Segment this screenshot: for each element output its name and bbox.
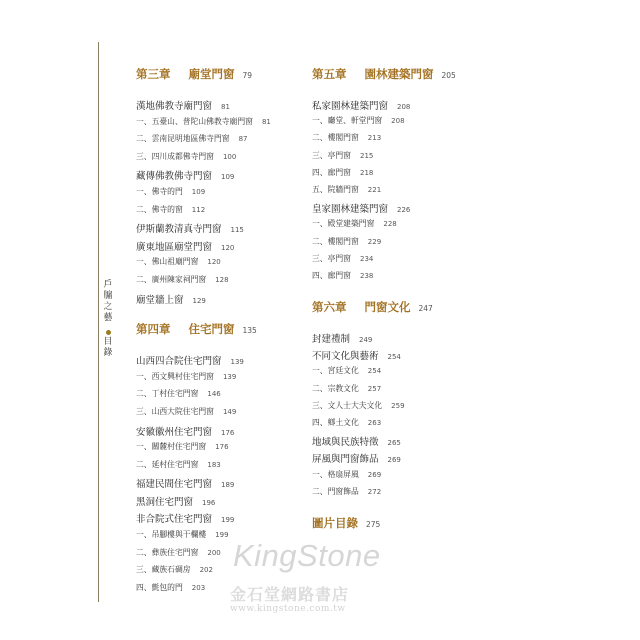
toc-entry bbox=[136, 98, 296, 116]
entry-page: 176 bbox=[215, 443, 229, 452]
entry-title: 二、延村住宅門窗 bbox=[136, 459, 199, 469]
chapter-gap bbox=[136, 309, 296, 321]
toc-subentry bbox=[136, 406, 296, 424]
chapter-title: 門窗文化 bbox=[364, 300, 411, 315]
entry-title: 非合院式住宅門窗 bbox=[136, 514, 213, 526]
chapter-page: 135 bbox=[242, 326, 257, 336]
entry-page: 254 bbox=[387, 353, 401, 362]
entry-page: 226 bbox=[397, 206, 411, 215]
entry-title: 福建民間住宅門窗 bbox=[136, 479, 213, 491]
entry-title: 屏風與門窗飾品 bbox=[312, 454, 379, 466]
toc-entry bbox=[136, 239, 296, 257]
entry-title: 三、四川成都佛寺門窗 bbox=[136, 151, 214, 161]
entry-page: 128 bbox=[215, 275, 229, 284]
chapter-number: 第六章 bbox=[312, 300, 347, 315]
toc-subentry bbox=[312, 270, 482, 287]
entry-page: 200 bbox=[207, 548, 221, 557]
entry-title: 二、丁村住宅門窗 bbox=[136, 389, 199, 399]
entry-page: 265 bbox=[387, 439, 401, 448]
chapter-gap bbox=[312, 287, 482, 299]
toc-subentry bbox=[136, 151, 296, 169]
toc-subentry bbox=[312, 236, 482, 253]
chapter-page: 205 bbox=[441, 71, 456, 80]
toc-subentry bbox=[136, 371, 296, 389]
entry-title: 二、宗教文化 bbox=[312, 383, 359, 393]
entry-title: 廟堂牆上窗 bbox=[136, 294, 184, 306]
toc-subentry bbox=[312, 115, 482, 132]
entry-title: 地域與民族特徵 bbox=[312, 437, 379, 449]
bullet-dot bbox=[106, 330, 111, 335]
entry-page: 254 bbox=[367, 367, 382, 376]
chapter-gap bbox=[312, 503, 482, 515]
chapter-heading bbox=[312, 299, 482, 317]
entry-title: 一、廳堂、軒堂門窗 bbox=[312, 116, 383, 126]
chapter-title: 園林建築門窗 bbox=[364, 67, 434, 81]
entry-title: 安徽徽州住宅門窗 bbox=[136, 426, 213, 438]
entry-page: 139 bbox=[230, 358, 244, 367]
toc-entry bbox=[136, 511, 296, 529]
entry-title: 二、樓閣門窗 bbox=[312, 236, 359, 246]
entry-title: 一、吊腳樓與干欄樓 bbox=[136, 530, 207, 540]
toc-entry bbox=[312, 201, 482, 218]
entry-title: 五、院牆門窗 bbox=[312, 184, 359, 194]
entry-page: 196 bbox=[202, 498, 216, 507]
entry-title: 二、雲南昆明地區佛寺門窗 bbox=[136, 134, 230, 144]
entry-title: 伊斯蘭教清真寺門窗 bbox=[136, 224, 222, 236]
spine-char: 之 bbox=[103, 302, 113, 312]
toc-entry bbox=[136, 168, 296, 186]
chapter-number: 第五章 bbox=[312, 67, 347, 81]
watermark-name: 金石堂網路書店 bbox=[230, 585, 350, 604]
toc-subentry bbox=[136, 133, 296, 151]
entry-page: 115 bbox=[230, 226, 244, 235]
toc-entry bbox=[136, 292, 296, 310]
toc-subentry bbox=[312, 132, 482, 149]
toc-entry bbox=[136, 353, 296, 371]
entry-page: 146 bbox=[207, 390, 221, 399]
entry-title: 山西四合院住宅門窗 bbox=[136, 356, 222, 368]
entry-title: 一、宮廷文化 bbox=[312, 366, 359, 376]
section-label: 目 錄 bbox=[103, 337, 113, 358]
entry-title: 一、西文興村住宅門窗 bbox=[136, 371, 214, 381]
toc-subentry bbox=[136, 116, 296, 134]
entry-title: 黑洞住宅門窗 bbox=[136, 496, 194, 508]
entry-title: 皇家園林建築門窗 bbox=[312, 204, 389, 216]
entry-page: 199 bbox=[221, 516, 235, 525]
toc-subentry bbox=[312, 383, 482, 400]
toc-subentry bbox=[312, 253, 482, 270]
entry-title: 廣東地區廟堂門窗 bbox=[136, 241, 213, 253]
entry-title: 二、廣州陳家祠門窗 bbox=[136, 274, 207, 284]
entry-page: 269 bbox=[387, 456, 401, 465]
toc-subentry bbox=[136, 204, 296, 222]
entry-page: 189 bbox=[221, 481, 235, 490]
toc-subentry bbox=[136, 186, 296, 204]
entry-title: 三、山西大院住宅門窗 bbox=[136, 406, 214, 416]
toc-entry bbox=[312, 331, 482, 348]
entry-title: 漢地佛教寺廟門窗 bbox=[136, 101, 213, 112]
entry-title: 二、彝族住宅門窗 bbox=[136, 547, 199, 557]
entry-page: 199 bbox=[215, 531, 229, 540]
entry-title: 一、格扇屏風 bbox=[312, 469, 359, 479]
toc-subentry bbox=[312, 184, 482, 201]
entry-page: 87 bbox=[238, 135, 248, 144]
entry-title: 二、門窗飾品 bbox=[312, 486, 359, 496]
toc-entry bbox=[136, 424, 296, 442]
chapter-heading bbox=[136, 321, 296, 339]
entry-page: 234 bbox=[359, 254, 374, 263]
entry-page: 228 bbox=[383, 220, 397, 229]
chapter-number: 第四章 bbox=[136, 322, 171, 337]
toc-subentry bbox=[136, 274, 296, 292]
entry-title: 二、樓閣門窗 bbox=[312, 133, 359, 143]
spine-char: 戶 bbox=[103, 280, 113, 290]
toc-subentry bbox=[312, 150, 482, 167]
entry-page: 149 bbox=[222, 407, 237, 416]
toc-left-column bbox=[136, 66, 296, 599]
entry-page: 272 bbox=[367, 487, 382, 496]
entry-title: 一、五臺山、普陀山佛教寺廟門窗 bbox=[136, 116, 253, 126]
chapter-title: 廟堂門窗 bbox=[188, 67, 235, 81]
entry-title: 私家園林建築門窗 bbox=[312, 101, 389, 112]
toc-subentry bbox=[136, 256, 296, 274]
entry-title: 一、佛寺的門 bbox=[136, 186, 183, 196]
watermark-logo: KingStone bbox=[233, 538, 381, 573]
entry-title: 三、文人士大夫文化 bbox=[312, 400, 383, 410]
entry-page: 238 bbox=[359, 271, 374, 280]
toc-entry bbox=[312, 434, 482, 451]
entry-title: 二、佛寺的窗 bbox=[136, 204, 183, 214]
chapter-title: 住宅門窗 bbox=[188, 322, 235, 337]
chapter-number: 第三章 bbox=[136, 67, 171, 81]
appendix-heading bbox=[312, 515, 482, 533]
entry-title: 四、廊門窗 bbox=[312, 270, 351, 280]
entry-title: 三、亭門窗 bbox=[312, 253, 351, 263]
entry-page: 139 bbox=[222, 372, 237, 381]
toc-subentry bbox=[312, 365, 482, 382]
toc-subentry bbox=[312, 167, 482, 184]
running-head bbox=[100, 280, 116, 359]
entry-page: 249 bbox=[359, 336, 373, 345]
entry-title: 封建禮制 bbox=[312, 334, 351, 346]
entry-page: 109 bbox=[191, 187, 206, 196]
entry-page: 263 bbox=[367, 419, 382, 427]
chapter-heading bbox=[136, 66, 296, 84]
entry-page: 221 bbox=[367, 185, 382, 194]
spine-char: 藝 bbox=[103, 313, 113, 323]
toc-right-column bbox=[312, 66, 482, 547]
entry-page: 81 bbox=[221, 103, 230, 111]
entry-title: 藏傳佛教佛寺門窗 bbox=[136, 171, 213, 183]
entry-page: 183 bbox=[207, 460, 221, 469]
entry-page: 81 bbox=[261, 117, 271, 126]
entry-page: 215 bbox=[359, 151, 374, 160]
margin-rule bbox=[98, 42, 99, 602]
toc-entry bbox=[136, 221, 296, 239]
entry-page: 109 bbox=[221, 173, 235, 182]
entry-title: 一、佛山祖廟門窗 bbox=[136, 257, 199, 267]
entry-page: 218 bbox=[359, 168, 374, 177]
entry-page: 120 bbox=[221, 243, 235, 252]
toc-entry bbox=[136, 494, 296, 512]
entry-page: 208 bbox=[391, 117, 405, 126]
entry-title: 不同文化與藝術 bbox=[312, 351, 379, 363]
entry-page: 202 bbox=[199, 566, 213, 575]
toc-entry bbox=[312, 98, 482, 115]
entry-title: 四、廊門窗 bbox=[312, 167, 351, 177]
entry-page: 176 bbox=[221, 428, 235, 437]
entry-page: 259 bbox=[391, 401, 405, 410]
toc-entry bbox=[136, 476, 296, 494]
entry-title: 三、亭門窗 bbox=[312, 150, 351, 160]
entry-page: 203 bbox=[191, 583, 206, 592]
entry-page: 269 bbox=[367, 470, 382, 479]
entry-page: 100 bbox=[222, 152, 237, 161]
toc-subentry bbox=[136, 388, 296, 406]
entry-title: 三、藏族石碉房 bbox=[136, 565, 191, 575]
appendix-page: 275 bbox=[366, 519, 381, 529]
toc-subentry bbox=[312, 400, 482, 417]
appendix-title: 圖片目錄 bbox=[312, 515, 358, 530]
watermark-url: www.kingstone.com.tw bbox=[230, 604, 346, 614]
spine-char: 牖 bbox=[103, 291, 113, 301]
toc-subentry bbox=[136, 459, 296, 477]
chapter-heading bbox=[312, 66, 482, 84]
toc-subentry bbox=[312, 469, 482, 486]
entry-page: 129 bbox=[192, 296, 206, 305]
entry-page: 213 bbox=[367, 134, 382, 143]
toc-entry bbox=[312, 451, 482, 468]
toc-entry bbox=[312, 348, 482, 365]
toc-subentry bbox=[312, 486, 482, 503]
toc-subentry bbox=[312, 417, 482, 434]
entry-title: 一、關麓村住宅門窗 bbox=[136, 442, 207, 452]
toc-subentry bbox=[136, 441, 296, 459]
entry-page: 257 bbox=[367, 384, 382, 393]
entry-title: 四、氈包的門 bbox=[136, 582, 183, 592]
entry-title: 一、殿堂建築門窗 bbox=[312, 219, 375, 229]
entry-page: 112 bbox=[191, 205, 206, 214]
entry-page: 208 bbox=[397, 103, 411, 111]
chapter-page: 247 bbox=[418, 304, 433, 314]
chapter-page: 79 bbox=[242, 71, 253, 80]
entry-page: 120 bbox=[207, 258, 221, 267]
toc-subentry bbox=[312, 218, 482, 235]
entry-title: 四、鄉土文化 bbox=[312, 418, 359, 427]
entry-page: 229 bbox=[367, 237, 382, 246]
